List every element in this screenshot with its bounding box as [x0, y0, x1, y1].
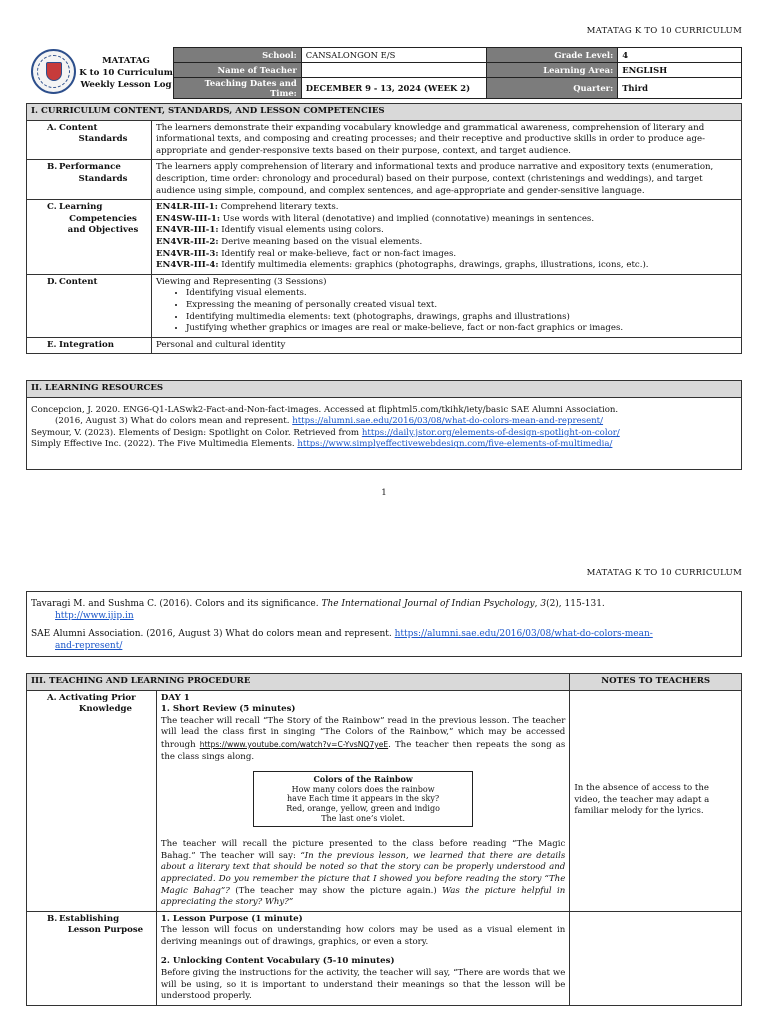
row-label: B. Performance Standards [27, 160, 152, 200]
reference-link[interactable]: http://www.ijip.in [55, 611, 134, 621]
competency-item: EN4VR-III-4: Identify multimedia elements: graphics (photographs, drawings, graphs, illustrations, icons, etc.). [155, 260, 649, 271]
competency-item: EN4VR-III-3: Identify real or make-believe, fact or non-fact images. [155, 248, 457, 259]
activating-knowledge-row [27, 690, 742, 911]
competencies-list [151, 200, 741, 275]
list-item: • Expressing the meaning of personally created visual text. [186, 300, 737, 312]
reference-item: Simply Effective Inc. (2022). The Five Multimedia Elements. https://www.simplyeffectivewebdesign.com/five-elements-of-multimedia/ [31, 439, 613, 450]
dates-label: Teaching Dates and Time: [174, 78, 302, 99]
page-number: 1 [381, 488, 387, 498]
section-one-title: I. CURRICULUM CONTENT, STANDARDS, AND LESSON COMPETENCIES [27, 104, 742, 121]
reference-link[interactable]: and-represent/ [55, 641, 123, 651]
school-label: School: [174, 48, 302, 63]
song-lyrics-box: Colors of the Rainbow How many colors does the rainbow have Each time it appears in the sky? Red, orange, yellow, green and indigo The last one’s violet. [253, 771, 473, 827]
reference-item: Tavaragi M. and Sushma C. (2016). Colors and its significance. The International Journal of Indian Psychology, 3(2), 115-131. http://www.ijip.in [31, 599, 605, 621]
grade-label: Grade Level: [487, 48, 618, 63]
performance-standards-row [27, 160, 742, 200]
section-three-title: III. TEACHING AND LEARNING PROCEDURE [27, 674, 570, 691]
info-table [173, 47, 742, 99]
page-two [0, 560, 768, 1024]
row-label: D. Content [27, 274, 152, 337]
list-item: • Justifying whether graphics or images are real or make-believe, fact or non-fact graphics or images. [186, 323, 737, 335]
competency-item: EN4VR-III-2: Derive meaning based on the visual elements. [155, 236, 423, 247]
teacher-note-empty [570, 911, 742, 1005]
dates-value: DECEMBER 9 - 13, 2024 (WEEK 2) [301, 78, 487, 99]
video-link[interactable]: https://www.youtube.com/watch?v=C-YvsNQ7yeE [199, 739, 389, 749]
area-label: Learning Area: [487, 63, 618, 78]
running-head: MATATAG K TO 10 CURRICULUM [586, 26, 742, 36]
area-value: ENGLISH [618, 63, 742, 78]
lesson-purpose-row [27, 911, 742, 1005]
section-two-title: II. LEARNING RESOURCES [27, 381, 741, 398]
list-item: • Identifying multimedia elements: text (photographs, drawings, graphs and illustrations) [186, 312, 737, 324]
teacher-value [301, 63, 487, 78]
competency-item: EN4LR-III-1: Comprehend literary texts. [155, 202, 339, 213]
content-standards-text: The learners demonstrate their expanding vocabulary knowledge and grammatical awareness, comprehension of literary and informational texts, and composing and creating processes; and their receptive and productive skills in order to produce age-appropriate and gender-responsive texts based on their purpose, context, and target audience. [151, 120, 741, 160]
quarter-value: Third [618, 78, 742, 99]
brand-block: MATATAG K to 10 Curriculum Weekly Lesson Log [79, 56, 173, 90]
row-label: E. Integration [27, 337, 152, 354]
list-item: • Identifying visual elements. [186, 288, 737, 300]
row-label: A. Activating Prior Knowledge [27, 690, 157, 911]
reference-link[interactable]: https://alumni.sae.edu/2016/03/08/what-do-colors-mean- [394, 629, 653, 639]
competency-item: EN4VR-III-1: Identify visual elements using colors. [155, 225, 384, 236]
integration-row [27, 337, 742, 354]
teacher-note: In the absence of access to the video, the teacher may adapt a familiar melody for the lyrics. [570, 690, 742, 911]
reference-link[interactable]: https://alumni.sae.edu/2016/03/08/what-do-colors-mean-and-represent/ [292, 416, 604, 427]
reference-link[interactable]: https://www.simplyeffectivewebdesign.com/five-elements-of-multimedia/ [297, 439, 613, 450]
learning-resources-box [26, 380, 742, 470]
reference-item: Concepcion, J. 2020. ENG6-Q1-LASwk2-Fact-and-Non-fact-images. Accessed at fliphtml5.com/tkihk/iety/basic SAE Alumni Association. (2016, August 3) What do colors mean and represent. https://alumni.sae.edu/2016/03/08/what-do-colors-mean-and-represent/ [31, 404, 619, 427]
school-value: CANSALONGON E/S [301, 48, 487, 63]
reference-item: Seymour, V. (2023). Elements of Design: Spotlight on Color. Retrieved from https://daily.jstor.org/elements-of-design-spotlight-on-color/ [31, 427, 620, 438]
integration-text: Personal and cultural identity [151, 337, 741, 354]
lesson-purpose-text: 1. Lesson Purpose (1 minute) The lesson will focus on understanding how colors may be used as a visual element in deriving meanings out of drawings, graphics, or even a story. 2. Unlocking Content Vocabulary (5-10 minutes) Before giving the instructions for the activity, the teacher will say, “There are words that we will be using, so it is important to understand their meanings so that the lesson will be understood properly. [156, 911, 569, 1005]
curriculum-table [26, 103, 742, 354]
row-label: A. Content Standards [27, 120, 152, 160]
grade-value: 4 [618, 48, 742, 63]
performance-standards-text: The learners apply comprehension of literary and informational texts and produce narrative and expository texts (enumeration, description, time order: chronology and procedural) based on their purpose, context (christenings and weddings), and target audience using simple, compound, and complex sentences, and age-appropriate and gender-sensitive language. [151, 160, 741, 200]
content-row [27, 274, 742, 337]
competency-item: EN4SW-III-1: Use words with literal (denotative) and implied (connotative) meanings in sentences. [155, 213, 595, 224]
notes-title: NOTES TO TEACHERS [570, 674, 742, 691]
deped-seal-icon [31, 49, 76, 94]
reference-item: SAE Alumni Association. (2016, August 3) What do colors mean and represent. https://alumni.sae.edu/2016/03/08/what-do-colors-mean- and-represent/ [31, 629, 653, 651]
content-bullets [156, 288, 737, 334]
procedure-table [26, 673, 742, 1006]
running-head: MATATAG K TO 10 CURRICULUM [586, 568, 742, 578]
row-label: C. Learning Competencies and Objectives [27, 200, 152, 275]
row-label: B. Establishing Lesson Purpose [27, 911, 157, 1005]
reference-link[interactable]: https://daily.jstor.org/elements-of-design-spotlight-on-color/ [361, 427, 620, 438]
content-standards-row [27, 120, 742, 160]
teacher-label: Name of Teacher [174, 63, 302, 78]
content-text: Viewing and Representing (3 Sessions) • Identifying visual elements. • Expressing the meaning of personally created visual text. • Identifying multimedia elements: text (photographs, drawings, graphs and illustrations) • Justifying whether graphics or images are real or make-believe, fact or non-fact graphics or images. [151, 274, 741, 337]
lesson-log-header [26, 47, 742, 98]
activating-knowledge-text: DAY 1 1. Short Review (5 minutes) The teacher will recall “The Story of the Rainbow” read in the previous lesson. The teacher will lead the class first in singing “The Colors of the Rainbow,” which may be accessed through https://www.youtube.com/watch?v=C-YvsNQ7yeE. The teacher then repeats the song as the class sings along. Colors of the Rainbow How many colors does the rainbow have Each time it appears in the sky? Red, orange, yellow, green and indigo The last one’s violet. The teacher will recall the picture presented to the class before reading “The Magic Bahag.” The teacher will say: “In the previous lesson, we learned that there are details about a literary text that should be noted so that the story can be properly understood and appreciated. Do you remember the picture that I showed you before reading the story “The Magic Bahag”? (The teacher may show the picture again.) Was the picture helpful in appreciating the story? Why?” [156, 690, 569, 911]
quarter-label: Quarter: [487, 78, 618, 99]
references-continued-box [26, 591, 742, 657]
competencies-row [27, 200, 742, 275]
